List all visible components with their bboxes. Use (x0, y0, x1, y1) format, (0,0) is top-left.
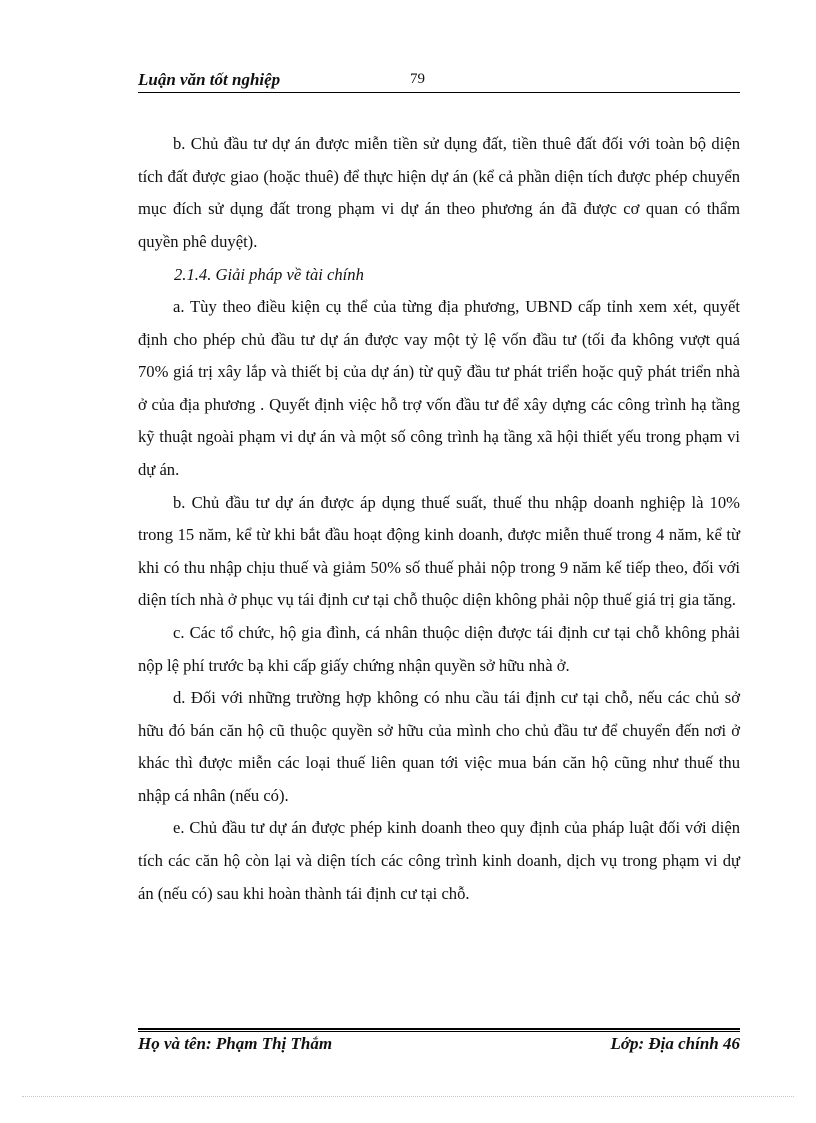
document-body (138, 128, 740, 910)
section-heading: 2.1.4. Giải pháp về tài chính (174, 265, 364, 285)
paragraph-c: c. Các tổ chức, hộ gia đình, cá nhân thuộc diện được tái định cư tại chỗ không phải nộp lệ phí trước bạ khi cấp giấy chứng nhận quyền sở hữu nhà ở. (138, 622, 740, 675)
paragraph-b-tax: b. Chủ đầu tư dự án được áp dụng thuế suất, thuế thu nhập doanh nghiệp là 10% trong 15 năm, kể từ khi bắt đầu hoạt động kinh doanh, được miễn thuế trong 4 năm, kể từ khi có thu nhập chịu thuế và giảm 50% số thuế phải nộp trong 9 năm kế tiếp theo, đối với diện tích nhà ở phục vụ tái định cư tại chỗ thuộc diện không phải nộp thuế giá trị gia tăng. (138, 492, 740, 610)
page-header (138, 68, 740, 93)
class-name: Lớp: Địa chính 46 (610, 1034, 740, 1053)
paragraph-a: a. Tùy theo điều kiện cụ thể của từng địa phương, UBND cấp tỉnh xem xét, quyết định cho phép chủ đầu tư dự án được vay một tỷ lệ vốn đầu tư (tối đa không vượt quá 70% giá trị xây lắp và thiết bị của dự án) từ quỹ đầu tư phát triển hoặc quỹ phát triển nhà ở của địa phương . Quyết định việc hỗ trợ vốn đầu tư để xây dựng các công trình hạ tầng kỹ thuật ngoài phạm vi dự án và một số công trình hạ tầng xã hội thiết yếu trong phạm vi dự án. (138, 296, 740, 479)
thesis-title: Luận văn tốt nghiệp (138, 70, 281, 89)
paragraph-d: d. Đối với những trường hợp không có nhu cầu tái định cư tại chỗ, nếu các chủ sở hữu đó bán căn hộ cũ thuộc quyền sở hữu của mình cho chủ đầu tư để chuyển đến nơi ở khác thì được miễn các loại thuế liên quan tới việc mua bán căn hộ cũng như thuế thu nhập cá nhân (nếu có). (138, 688, 740, 805)
paragraph-b-land: b. Chủ đầu tư dự án được miễn tiền sử dụng đất, tiền thuê đất đối với toàn bộ diện tích đất được giao (hoặc thuê) để thực hiện dự án (kể cả phần diện tích được phép chuyển mục đích sử dụng đất trong phạm vi dự án theo phương án đã được cơ quan có thẩm quyền phê duyệt). (138, 134, 740, 251)
footer-divider-thick (138, 1028, 740, 1030)
author-name: Họ và tên: Phạm Thị Thắm (138, 1034, 333, 1053)
page-footer (138, 1034, 740, 1058)
page-edge-divider (22, 1096, 794, 1097)
page-number: 79 (410, 71, 425, 87)
footer-divider-thin (138, 1031, 740, 1032)
paragraph-e: e. Chủ đầu tư dự án được phép kinh doanh theo quy định của pháp luật đối với diện tích các căn hộ còn lại và diện tích các công trình kinh doanh, dịch vụ trong phạm vi dự án (nếu có) sau khi hoàn thành tái định cư tại chỗ. (138, 818, 740, 903)
